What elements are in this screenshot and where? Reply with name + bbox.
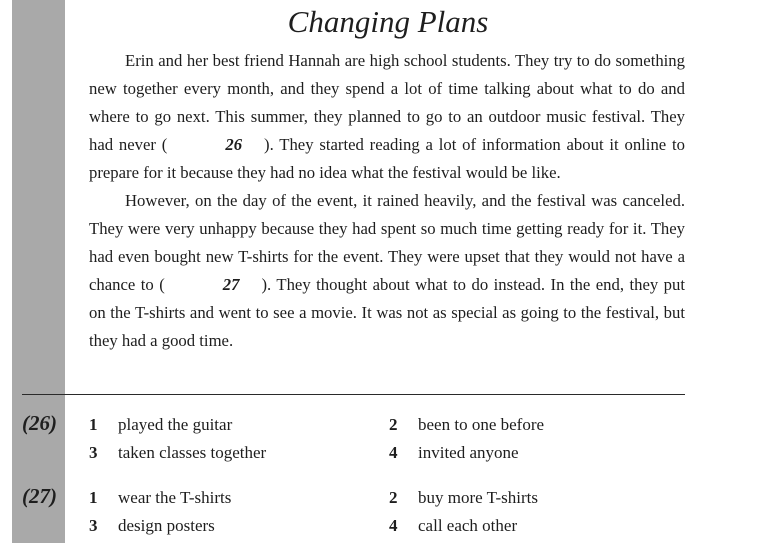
paragraph-2-text-b: ). They thought about what to do instead. In the end, they put on the T-shirts and went to see a movie. It was not as special as going to the festival, but they had a good time. bbox=[89, 275, 686, 350]
option-text: taken classes together bbox=[118, 443, 267, 462]
option-number: 3 bbox=[89, 443, 98, 462]
paragraph-1-text-b: ). They started reading a lot of information about it online to prepare for it because they had no idea what the festival would be like. bbox=[89, 135, 685, 182]
option-number: 4 bbox=[389, 516, 398, 535]
question-26-option-4[interactable] bbox=[389, 439, 519, 467]
option-text: been to one before bbox=[418, 415, 545, 434]
question-26-option-3[interactable] bbox=[89, 439, 266, 467]
paragraph-2-text-a: However, on the day of the event, it rained heavily, and the festival was canceled. They were very unhappy because they had spent so much time getting ready for it. They had even bought new T-shirts for the event. They were upset that they would not have a chance to ( bbox=[89, 191, 685, 294]
question-27-number: (27) bbox=[22, 484, 57, 508]
option-number: 1 bbox=[89, 415, 98, 434]
question-27-option-4[interactable] bbox=[389, 512, 517, 540]
option-text: wear the T-shirts bbox=[118, 488, 232, 507]
question-26-option-1[interactable] bbox=[89, 411, 232, 439]
paragraph-1-text-a: Erin and her best friend Hannah are high school students. They try to do something new together every month, and they spend a lot of time talking about what to do and where to go next. This summer, they planned to go to an outdoor music festival. They had never ( bbox=[89, 51, 685, 154]
option-number: 1 bbox=[89, 488, 98, 507]
blank-27-number: 27 bbox=[222, 275, 240, 294]
option-text: design posters bbox=[118, 516, 215, 535]
page-title: Changing Plans bbox=[287, 4, 489, 39]
option-text: call each other bbox=[418, 516, 518, 535]
option-number: 3 bbox=[89, 516, 98, 535]
option-text: played the guitar bbox=[118, 415, 233, 434]
option-text: invited anyone bbox=[418, 443, 519, 462]
divider-line bbox=[22, 394, 685, 395]
blank-26-number: 26 bbox=[225, 135, 243, 154]
question-27-option-2[interactable] bbox=[389, 484, 538, 512]
option-number: 2 bbox=[389, 415, 398, 434]
option-number: 2 bbox=[389, 488, 398, 507]
reading-passage bbox=[89, 47, 685, 355]
gray-margin-bar bbox=[12, 0, 65, 543]
option-text: buy more T-shirts bbox=[418, 488, 538, 507]
question-26-option-2[interactable] bbox=[389, 411, 544, 439]
paragraph-1 bbox=[89, 47, 685, 187]
question-27-option-3[interactable] bbox=[89, 512, 215, 540]
paragraph-2 bbox=[89, 187, 685, 355]
question-26-number: (26) bbox=[22, 411, 57, 435]
question-27-option-1[interactable] bbox=[89, 484, 231, 512]
option-number: 4 bbox=[389, 443, 398, 462]
